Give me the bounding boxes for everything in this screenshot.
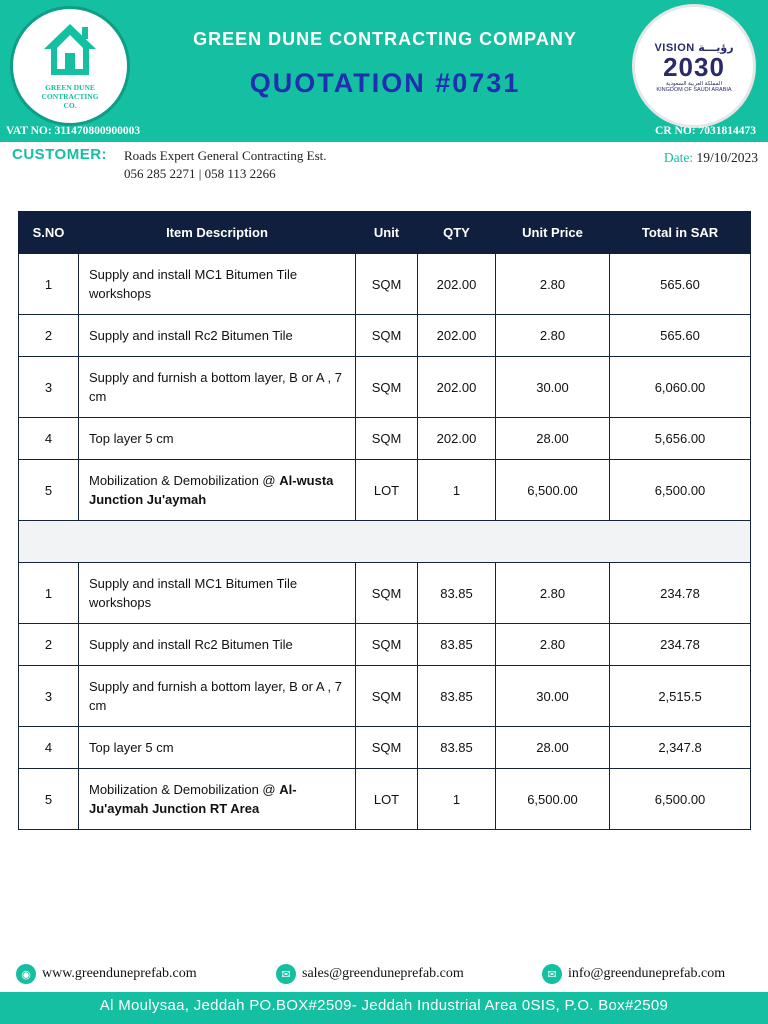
header-unit-price: Unit Price [496,212,610,254]
cell-description: Mobilization & Demobilization @ Al-wusta Junction Ju'aymah [79,460,356,521]
cell-unit-price: 30.00 [496,666,610,727]
customer-label: CUSTOMER: [12,146,108,163]
header-band [0,0,768,142]
cell-description: Top layer 5 cm [79,418,356,460]
vision-2030-logo [632,4,756,128]
cell-description: Supply and install MC1 Bitumen Tile workshops [79,254,356,315]
cell-unit: SQM [356,624,418,666]
cell-unit: SQM [356,666,418,727]
cell-unit-price: 2.80 [496,315,610,357]
table-row [19,769,751,830]
cell-total: 565.60 [610,254,751,315]
mail-icon: ✉ [542,964,562,984]
cr-number: CR NO: 7031814473 [655,125,756,137]
table-row [19,460,751,521]
table-row [19,563,751,624]
cell-qty: 1 [418,769,496,830]
cell-unit-price: 28.00 [496,418,610,460]
table-row [19,357,751,418]
cell-qty: 202.00 [418,418,496,460]
info-email-link[interactable]: info@greenduneprefab.com [568,966,726,981]
cell-unit: SQM [356,563,418,624]
sales-contact[interactable] [276,964,464,984]
cell-total: 6,500.00 [610,769,751,830]
cell-unit: SQM [356,357,418,418]
cell-total: 6,060.00 [610,357,751,418]
cell-description: Supply and furnish a bottom layer, B or A , 7 cm [79,666,356,727]
vision-year: 2030 [663,52,725,82]
cell-unit: SQM [356,315,418,357]
cell-description: Supply and install MC1 Bitumen Tile workshops [79,563,356,624]
cell-unit-price: 2.80 [496,563,610,624]
cell-sno: 2 [19,315,79,357]
cell-sno: 1 [19,563,79,624]
cell-qty: 83.85 [418,563,496,624]
cell-sno: 3 [19,357,79,418]
header-description: Item Description [79,212,356,254]
vat-number: VAT NO: 311470800900003 [6,125,141,137]
cell-total: 5,656.00 [610,418,751,460]
cell-description: Supply and install Rc2 Bitumen Tile [79,624,356,666]
cell-unit-price: 6,500.00 [496,769,610,830]
cell-unit-price: 28.00 [496,727,610,769]
cell-qty: 202.00 [418,315,496,357]
cell-total: 234.78 [610,624,751,666]
customer-name: Roads Expert General Contracting Est. [124,148,327,163]
header-total: Total in SAR [610,212,751,254]
header-qty: QTY [418,212,496,254]
cell-sno: 5 [19,460,79,521]
vision-label: VISION رؤيـــة [654,42,734,54]
house-icon [41,21,99,79]
spacer-cell [19,521,751,563]
table-row [19,418,751,460]
quotation-title: QUOTATION #0731 [249,68,521,98]
cell-unit-price: 6,500.00 [496,460,610,521]
info-contact[interactable] [542,964,725,984]
cell-sno: 5 [19,769,79,830]
cell-description: Supply and install Rc2 Bitumen Tile [79,315,356,357]
cell-total: 565.60 [610,315,751,357]
logo-text: GREEN DUNE CONTRACTING CO. [41,83,99,110]
cell-qty: 83.85 [418,727,496,769]
items-table [18,211,751,830]
cell-total: 2,515.5 [610,666,751,727]
mail-icon: ✉ [276,964,296,984]
date-value: 19/10/2023 [696,150,758,165]
footer-contacts [0,956,768,992]
header-sno: S.NO [19,212,79,254]
cell-unit-price: 30.00 [496,357,610,418]
cell-unit: SQM [356,418,418,460]
header-unit: Unit [356,212,418,254]
table-header-row [19,212,751,254]
cell-qty: 83.85 [418,624,496,666]
table-row [19,315,751,357]
cell-unit: LOT [356,460,418,521]
cell-total: 234.78 [610,563,751,624]
cell-total: 6,500.00 [610,460,751,521]
vision-subtitle: المملكة العربية السعودية KINGDOM OF SAUDI ARABIA [656,81,732,93]
footer-address: Al Moulysaa, Jeddah PO.BOX#2509- Jeddah Industrial Area 0SIS, P.O. Box#2509 [0,992,768,1024]
cell-qty: 202.00 [418,254,496,315]
cell-unit: LOT [356,769,418,830]
table-row [19,727,751,769]
company-name: GREEN DUNE CONTRACTING COMPANY [193,29,577,49]
cell-unit: SQM [356,254,418,315]
globe-icon: ◉ [16,964,36,984]
company-logo [10,6,130,126]
sales-email-link[interactable]: sales@greenduneprefab.com [302,966,464,981]
date-label: Date: [663,150,694,165]
cell-sno: 1 [19,254,79,315]
customer-phones: 056 285 2271 | 058 113 2266 [124,166,276,181]
cell-qty: 202.00 [418,357,496,418]
table-row [19,254,751,315]
cell-sno: 2 [19,624,79,666]
cell-sno: 4 [19,727,79,769]
table-row [19,624,751,666]
quotation-date [664,150,758,166]
cell-description: Supply and furnish a bottom layer, B or A , 7 cm [79,357,356,418]
cell-description: Mobilization & Demobilization @ Al-Ju'aymah Junction RT Area [79,769,356,830]
website-contact[interactable] [16,964,197,984]
cell-sno: 4 [19,418,79,460]
cell-sno: 3 [19,666,79,727]
cell-description: Top layer 5 cm [79,727,356,769]
table-row [19,666,751,727]
cell-qty: 1 [418,460,496,521]
cell-qty: 83.85 [418,666,496,727]
website-link[interactable]: www.greenduneprefab.com [42,966,197,981]
cell-unit-price: 2.80 [496,254,610,315]
spacer-row [19,521,751,563]
cell-total: 2,347.8 [610,727,751,769]
cell-unit-price: 2.80 [496,624,610,666]
cell-unit: SQM [356,727,418,769]
